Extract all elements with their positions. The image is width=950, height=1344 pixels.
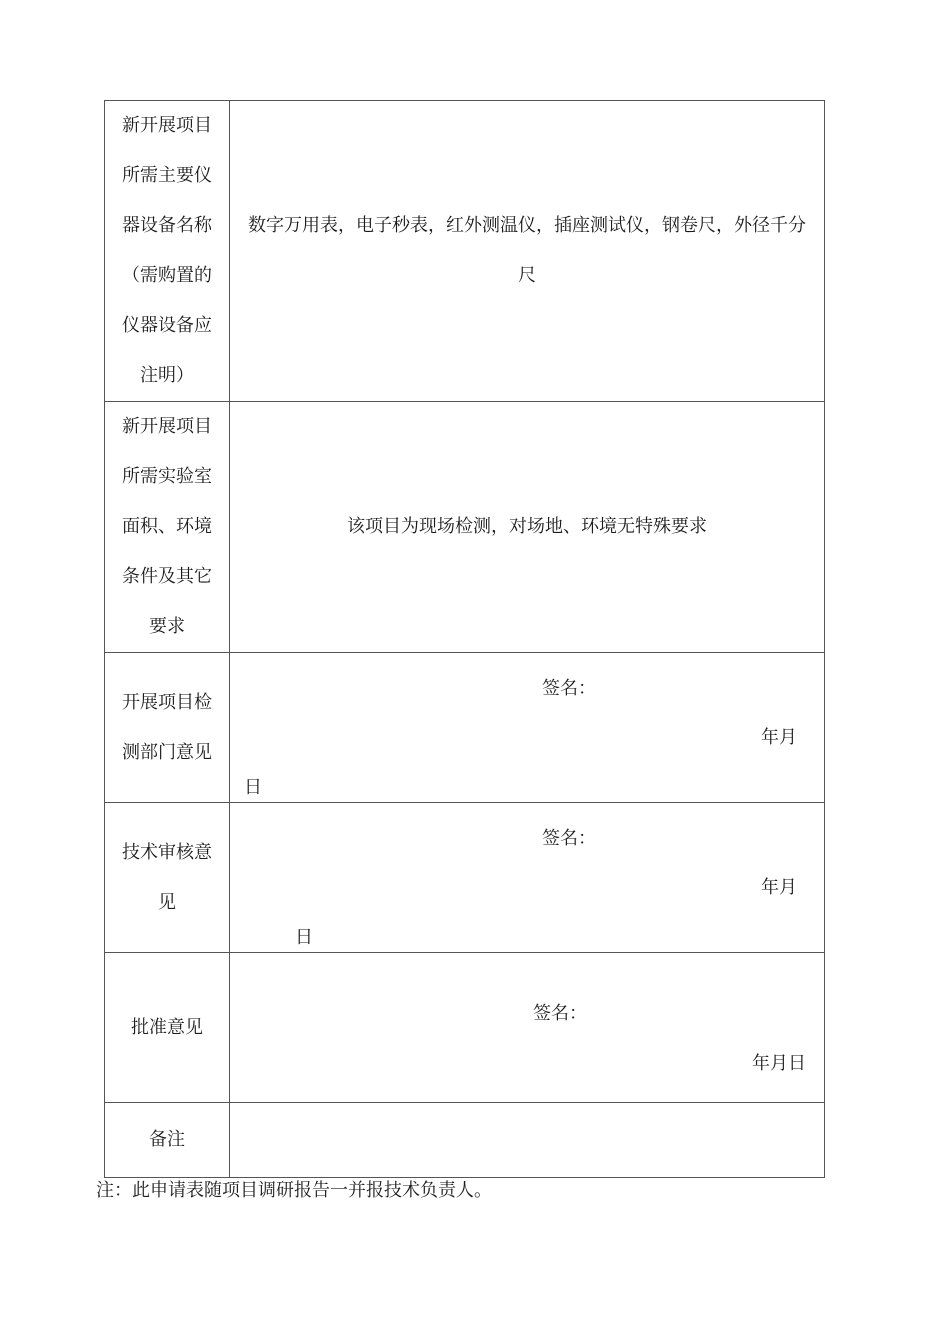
technical-review-label-cell [105, 803, 230, 953]
approval-label: 批准意见 [131, 1016, 203, 1038]
department-opinion-label: 开展项目检 测部门意见 [122, 691, 212, 763]
department-opinion-content-cell [230, 653, 825, 803]
technical-date-year-month: 年月 [761, 877, 797, 898]
equipment-content: 数字万用表，电子秒表，红外测温仪，插座测试仪，钢卷尺，外径千分尺 [248, 215, 806, 286]
equipment-row [105, 101, 825, 402]
department-date-day: 日 [244, 777, 262, 798]
remarks-label: 备注 [149, 1129, 185, 1150]
technical-date-day: 日 [295, 927, 313, 948]
approval-content-cell [230, 953, 825, 1103]
technical-review-row [105, 803, 825, 953]
approval-sign-label: 签名： [533, 1003, 587, 1024]
application-form-table [104, 100, 825, 1178]
remarks-content-cell [230, 1103, 825, 1178]
technical-review-label: 技术审核意 见 [122, 841, 212, 913]
approval-row [105, 953, 825, 1103]
form-footnote: 注：此申请表随项目调研报告一并报技术负责人。 [96, 1180, 492, 1201]
lab-requirements-content: 该项目为现场检测，对场地、环境无特殊要求 [347, 516, 707, 537]
lab-requirements-label-cell [105, 402, 230, 653]
approval-date: 年月日 [752, 1053, 806, 1074]
equipment-label-cell [105, 101, 230, 402]
lab-requirements-content-cell [230, 402, 825, 653]
approval-label-cell [105, 953, 230, 1103]
equipment-content-cell [230, 101, 825, 402]
technical-review-content-cell [230, 803, 825, 953]
remarks-row [105, 1103, 825, 1178]
lab-requirements-label: 新开展项目 所需实验室 面积、环境 条件及其它 要求 [122, 416, 212, 637]
department-opinion-label-cell [105, 653, 230, 803]
lab-requirements-row [105, 402, 825, 653]
department-date-year-month: 年月 [761, 727, 797, 748]
department-sign-label: 签名： [542, 678, 596, 699]
equipment-label: 新开展项目 所需主要仪 器设备名称 （需购置的 仪器设备应 注明） [122, 115, 212, 386]
department-opinion-row [105, 653, 825, 803]
remarks-label-cell [105, 1103, 230, 1178]
technical-sign-label: 签名： [542, 828, 596, 849]
